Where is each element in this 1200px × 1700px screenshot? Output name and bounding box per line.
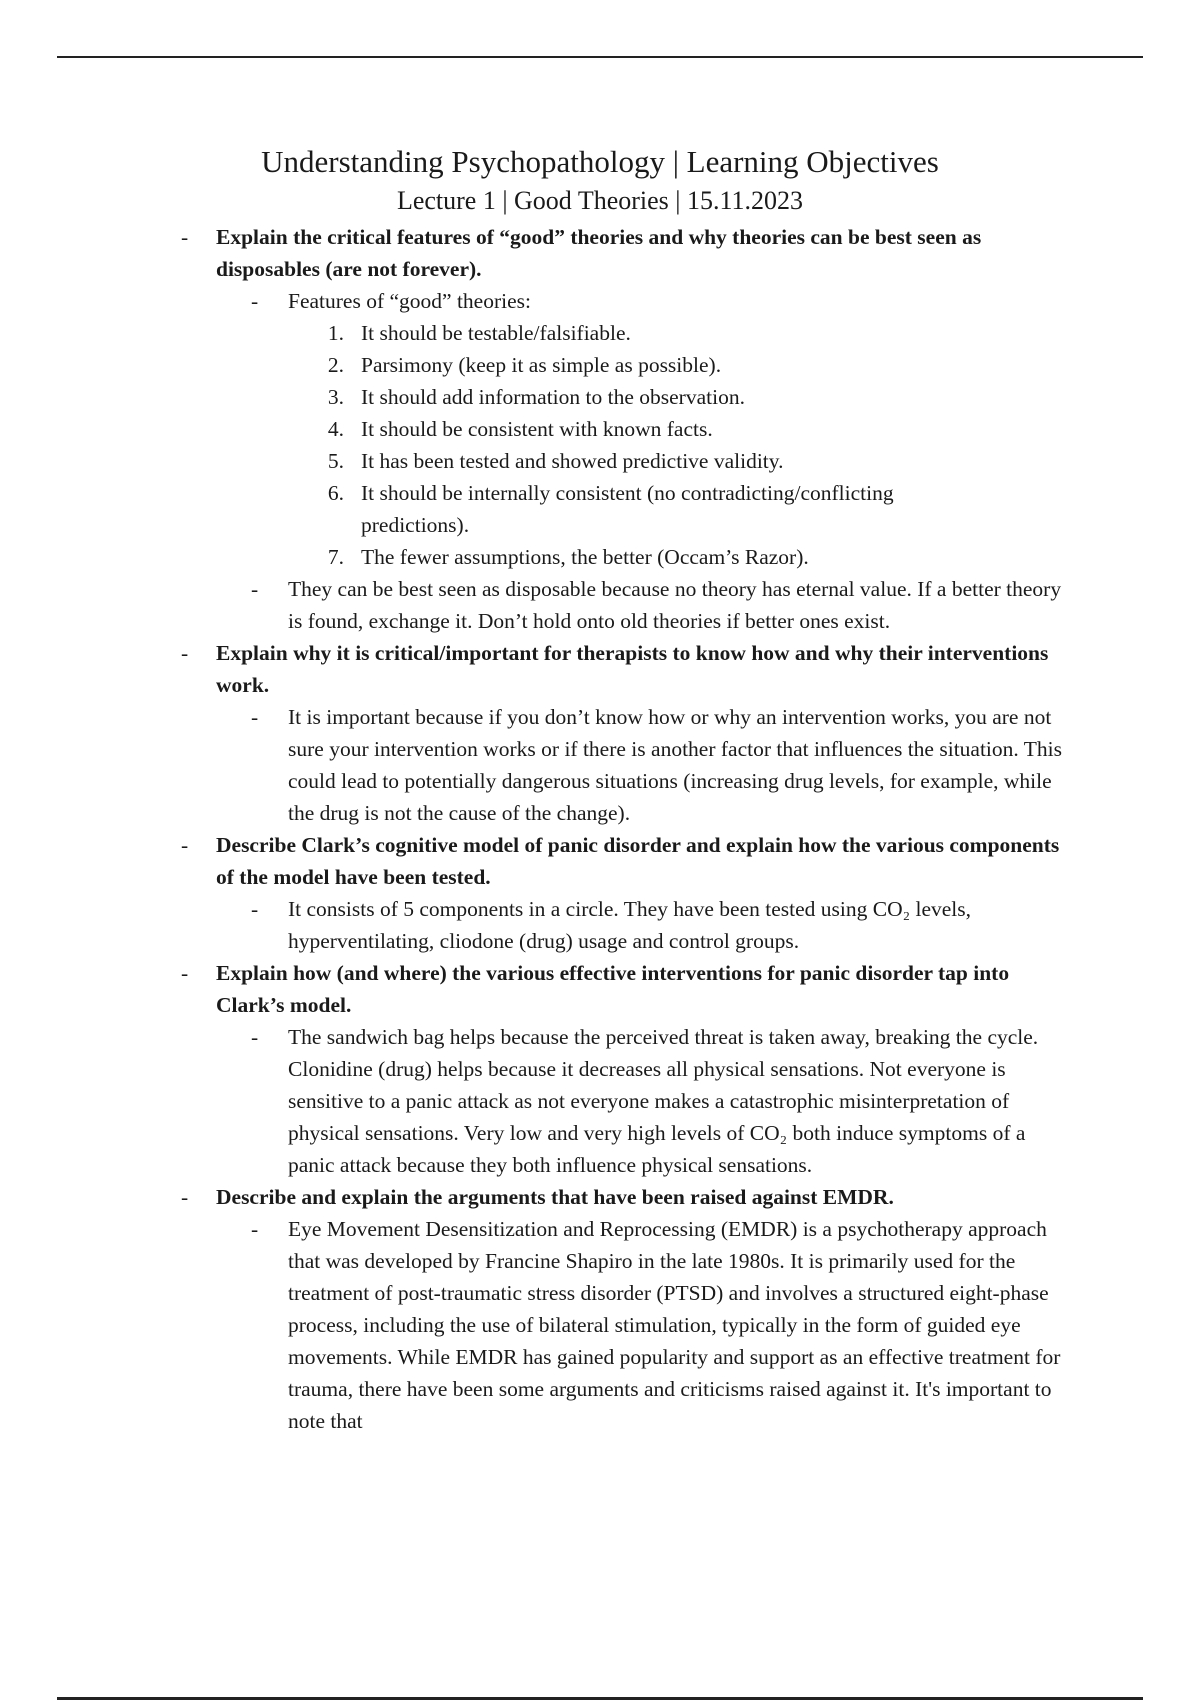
feature-item <box>0 317 1200 349</box>
sub-bullet <box>0 573 1200 637</box>
feature-text: It should be testable/falsifiable. <box>361 321 631 345</box>
objective-heading: Explain how (and where) the various effective interventions for panic disorder tap into Clark’s model. <box>216 961 1010 1017</box>
feature-number: 1. <box>327 321 344 345</box>
bullet-dash: - <box>181 833 189 857</box>
bullet-dash: - <box>181 225 189 249</box>
objective-heading: Describe Clark’s cognitive model of panic disorder and explain how the various components of the model have been tested. <box>216 833 1060 889</box>
feature-item <box>0 381 1200 413</box>
objective-answer: They can be best seen as disposable because no theory has eternal value. If a better theory is found, exchange it. Don’t hold onto old theories if better ones exist. <box>288 577 1062 633</box>
bullet-dash: - <box>251 705 259 729</box>
objective-3 <box>0 829 1200 893</box>
feature-number: 6. <box>327 481 344 505</box>
document-title: Understanding Psychopathology | Learning Objectives <box>261 144 939 179</box>
objective-answer: It is important because if you don’t know how or why an intervention works, you are not sure your intervention works or if there is another factor that influences the situation. This could lead to potentially dangerous situations (increasing drug levels, for example, while the drug is not the cause of the change). <box>288 705 1062 825</box>
bullet-dash: - <box>181 961 189 985</box>
objective-1 <box>0 221 1200 285</box>
feature-text: The fewer assumptions, the better (Occam’s Razor). <box>361 545 809 569</box>
objective-2 <box>0 637 1200 701</box>
sub-bullet <box>0 285 1200 317</box>
bullet-dash: - <box>251 577 259 601</box>
bullet-dash: - <box>251 1025 259 1049</box>
bullet-dash: - <box>251 289 259 313</box>
features-label: Features of “good” theories: <box>288 289 531 313</box>
feature-number: 2. <box>327 353 344 377</box>
feature-text: It should be internally consistent (no contradicting/conflicting predictions). <box>361 481 894 537</box>
feature-number: 5. <box>327 449 344 473</box>
bullet-dash: - <box>251 1217 259 1241</box>
feature-number: 4. <box>327 417 344 441</box>
sub-bullet <box>0 701 1200 829</box>
feature-item <box>0 445 1200 477</box>
document-subtitle: Lecture 1 | Good Theories | 15.11.2023 <box>396 186 804 215</box>
feature-text: It should be consistent with known facts. <box>361 417 713 441</box>
bullet-dash: - <box>181 641 189 665</box>
objective-4 <box>0 957 1200 1021</box>
feature-text: It should add information to the observation. <box>361 385 745 409</box>
objective-answer: Eye Movement Desensitization and Reprocessing (EMDR) is a psychotherapy approach that was developed by Francine Shapiro in the late 1980s. It is primarily used for the treatment of post-traumatic stress disorder (PTSD) and involves a structured eight-phase process, including the use of bilateral stimulation, typically in the form of guided eye movements. While EMDR has gained popularity and support as an effective treatment for trauma, there have been some arguments and criticisms raised against it. It's important to note that <box>288 1217 1061 1433</box>
feature-text: Parsimony (keep it as simple as possible). <box>361 353 722 377</box>
feature-number: 3. <box>327 385 344 409</box>
feature-text: It has been tested and showed predictive validity. <box>361 449 784 473</box>
objective-5 <box>0 1181 1200 1213</box>
feature-item <box>0 349 1200 381</box>
objective-heading: Explain why it is critical/important for therapists to know how and why their interventions work. <box>216 641 1049 697</box>
objective-answer: It consists of 5 components in a circle. They have been tested using CO₂ levels, hyperventilating, cliodone (drug) usage and control groups. <box>288 897 971 953</box>
objective-heading: Describe and explain the arguments that have been raised against EMDR. <box>216 1185 894 1209</box>
feature-item <box>0 541 1200 573</box>
bullet-dash: - <box>181 1185 189 1209</box>
sub-bullet <box>0 893 1200 957</box>
feature-item <box>0 413 1200 445</box>
bullet-dash: - <box>251 897 259 921</box>
objective-answer: The sandwich bag helps because the perceived threat is taken away, breaking the cycle. Clonidine (drug) helps because it decreases all physical sensations. Not everyone is sensitive to a panic attack as not everyone makes a catastrophic misinterpretation of physical sensations. Very low and very high levels of CO₂ both induce symptoms of a panic attack because they both influence physical sensations. <box>288 1025 1039 1177</box>
sub-bullet <box>0 1021 1200 1181</box>
document-body <box>0 221 1200 1437</box>
feature-item <box>0 477 1200 541</box>
sub-bullet <box>0 1213 1200 1437</box>
top-rule <box>57 56 1143 58</box>
objective-heading: Explain the critical features of “good” theories and why theories can be best seen as disposables (are not forever). <box>216 225 982 281</box>
feature-number: 7. <box>327 545 344 569</box>
